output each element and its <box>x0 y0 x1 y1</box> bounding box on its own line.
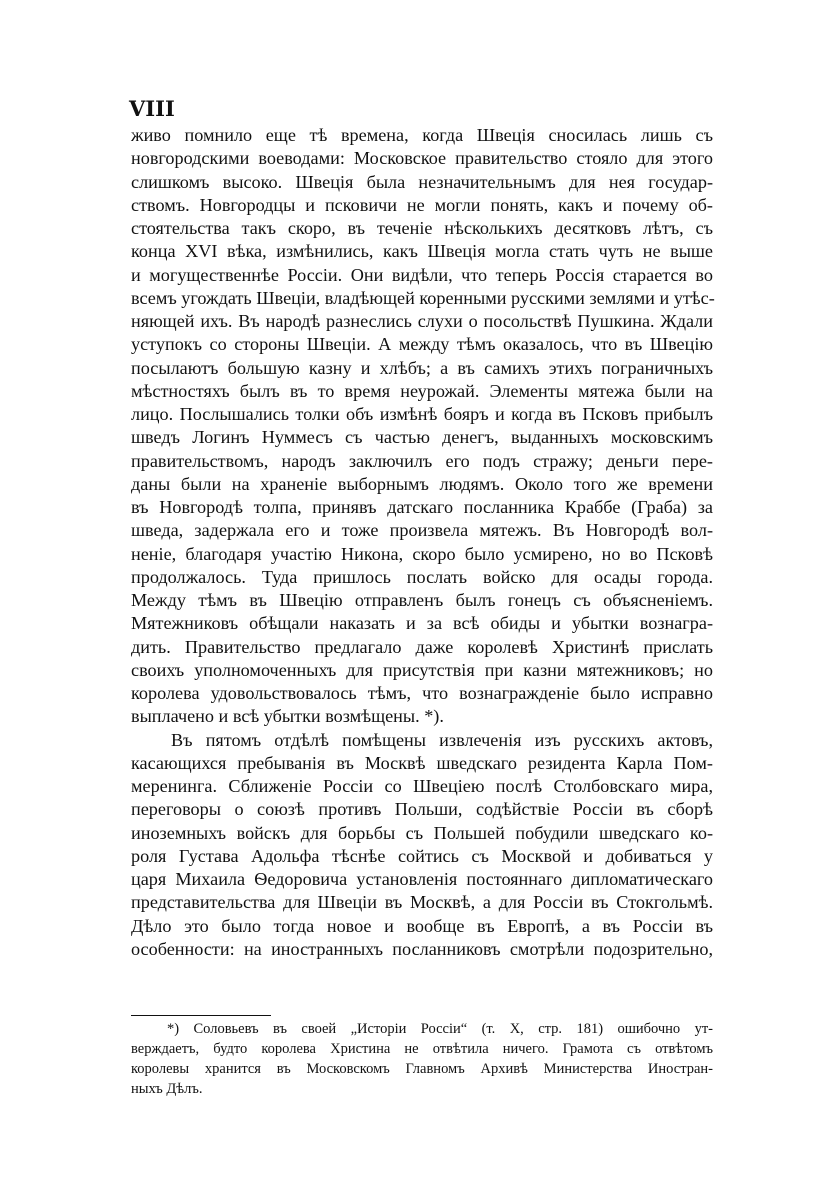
text-line: Дѣло это было тогда новое и вообще въ Европѣ, а въ Россіи въ <box>131 915 713 936</box>
text-line: иноземныхъ войскъ для борьбы съ Польшей побудили шведскаго ко- <box>131 822 713 843</box>
text-line: особенности: на иностранныхъ посланниковъ смотрѣли подозрительно, <box>131 938 713 959</box>
text-line: шведа, задержала его и тоже произвела мятежъ. Въ Новгородѣ вол- <box>131 520 713 541</box>
text-line: роля Густава Адольфа тѣснѣе сойтись съ Москвой и добиваться у <box>131 845 713 866</box>
footnote-divider <box>131 1015 271 1016</box>
paragraph-first-line: Въ пятомъ отдѣлѣ помѣщены извлеченія изъ русскихъ актовъ, <box>171 729 713 750</box>
text-line: лицо. Послышались толки объ измѣнѣ бояръ и когда въ Псковъ прибылъ <box>131 404 713 424</box>
footnote-line: королевы хранится въ Московскомъ Главномъ Архивѣ Министерства Иностран- <box>131 1061 713 1077</box>
text-line: выплачено и всѣ убытки возмѣщены. *). <box>131 706 444 727</box>
text-line: шведъ Логинъ Нуммесъ съ частью денегъ, выданныхъ московскимъ <box>131 427 713 448</box>
text-line: даны были на храненіе выборнымъ людямъ. Около того же времени <box>131 473 713 494</box>
page-number: VIII <box>129 96 175 121</box>
footnote-line: *) Соловьевъ въ своей „Исторіи Россіи“ (т. X, стр. 181) ошибочно ут- <box>167 1021 713 1037</box>
text-line: неніе, благодаря участію Никона, скоро было усмирено, но во Псковѣ <box>131 543 713 564</box>
text-line: новгородскими воеводами: Московское правительство стояло для этого <box>131 148 713 169</box>
footnote-line: ныхъ Дѣлъ. <box>131 1081 203 1097</box>
text-line: посылаютъ большую казну и хлѣбъ; а въ самихъ этихъ пограничныхъ <box>131 357 713 378</box>
footnote-line: верждаетъ, будто королева Христина не отвѣтила ничего. Грамота съ отвѣтомъ <box>131 1041 713 1057</box>
text-line: уступокъ со стороны Швеціи. А между тѣмъ оказалось, что въ Швецію <box>131 334 713 355</box>
text-line: продолжалось. Туда пришлось послать войско для осады города. <box>131 566 713 587</box>
text-line: ствомъ. Новгородцы и псковичи не могли понять, какъ и почему об- <box>131 194 713 215</box>
text-line: Между тѣмъ въ Швецію отправленъ былъ гонецъ съ объясненіемъ. <box>131 590 713 610</box>
text-line: дить. Правительство предлагало даже королевѣ Христинѣ прислать <box>131 636 713 657</box>
main-text <box>131 124 713 961</box>
text-line: всемъ угождать Швеціи, владѣющей коренными русскими землями и утѣс- <box>131 287 715 308</box>
text-line: касающихся пребыванія въ Москвѣ шведскаго резидента Карла Пом- <box>131 752 713 773</box>
text-line: царя Михаила Ѳедоровича установленія постояннаго дипломатическаго <box>131 869 713 889</box>
text-line: королева удовольствовалось тѣмъ, что вознагражденіе было исправно <box>131 683 713 703</box>
footnote <box>131 1019 713 1099</box>
text-line: своихъ уполномоченныхъ для присутствія при казни мятежниковъ; но <box>131 659 713 680</box>
text-line: представительства для Швеціи въ Москвѣ, а для Россіи въ Стокгольмѣ. <box>131 892 713 913</box>
text-line: живо помнило еще тѣ времена, когда Швеція сносилась лишь съ <box>131 125 713 145</box>
text-line: въ Новгородѣ толпа, принявъ датскаго посланника Краббе (Граба) за <box>131 497 713 517</box>
text-line: и могущественнѣе Россіи. Они видѣли, что теперь Россія старается во <box>131 264 713 285</box>
text-line: конца XVI вѣка, измѣнились, какъ Швеція могла стать чуть не выше <box>131 241 713 262</box>
text-line: правительствомъ, народъ заключилъ его подъ стражу; деньги пере- <box>131 450 713 471</box>
text-line: няющей ихъ. Въ народѣ разнеслись слухи о посольствѣ Пушкина. Ждали <box>131 311 713 331</box>
text-line: меренинга. Сближеніе Россіи со Швеціею послѣ Столбовскаго мира, <box>131 776 713 796</box>
text-line: стоятельства такъ скоро, въ теченіе нѣсколькихъ десятковъ лѣтъ, съ <box>131 218 713 238</box>
text-line: мѣстностяхъ былъ въ то время неурожай. Элементы мятежа были на <box>131 380 713 401</box>
text-line: переговоры о союзѣ противъ Польши, содѣйствіе Россіи въ сборѣ <box>131 799 713 820</box>
text-line: слишкомъ высоко. Швеція была незначительнымъ для нея государ- <box>131 171 713 192</box>
text-line: Мятежниковъ обѣщали наказать и за всѣ обиды и убытки вознагра- <box>131 613 713 634</box>
